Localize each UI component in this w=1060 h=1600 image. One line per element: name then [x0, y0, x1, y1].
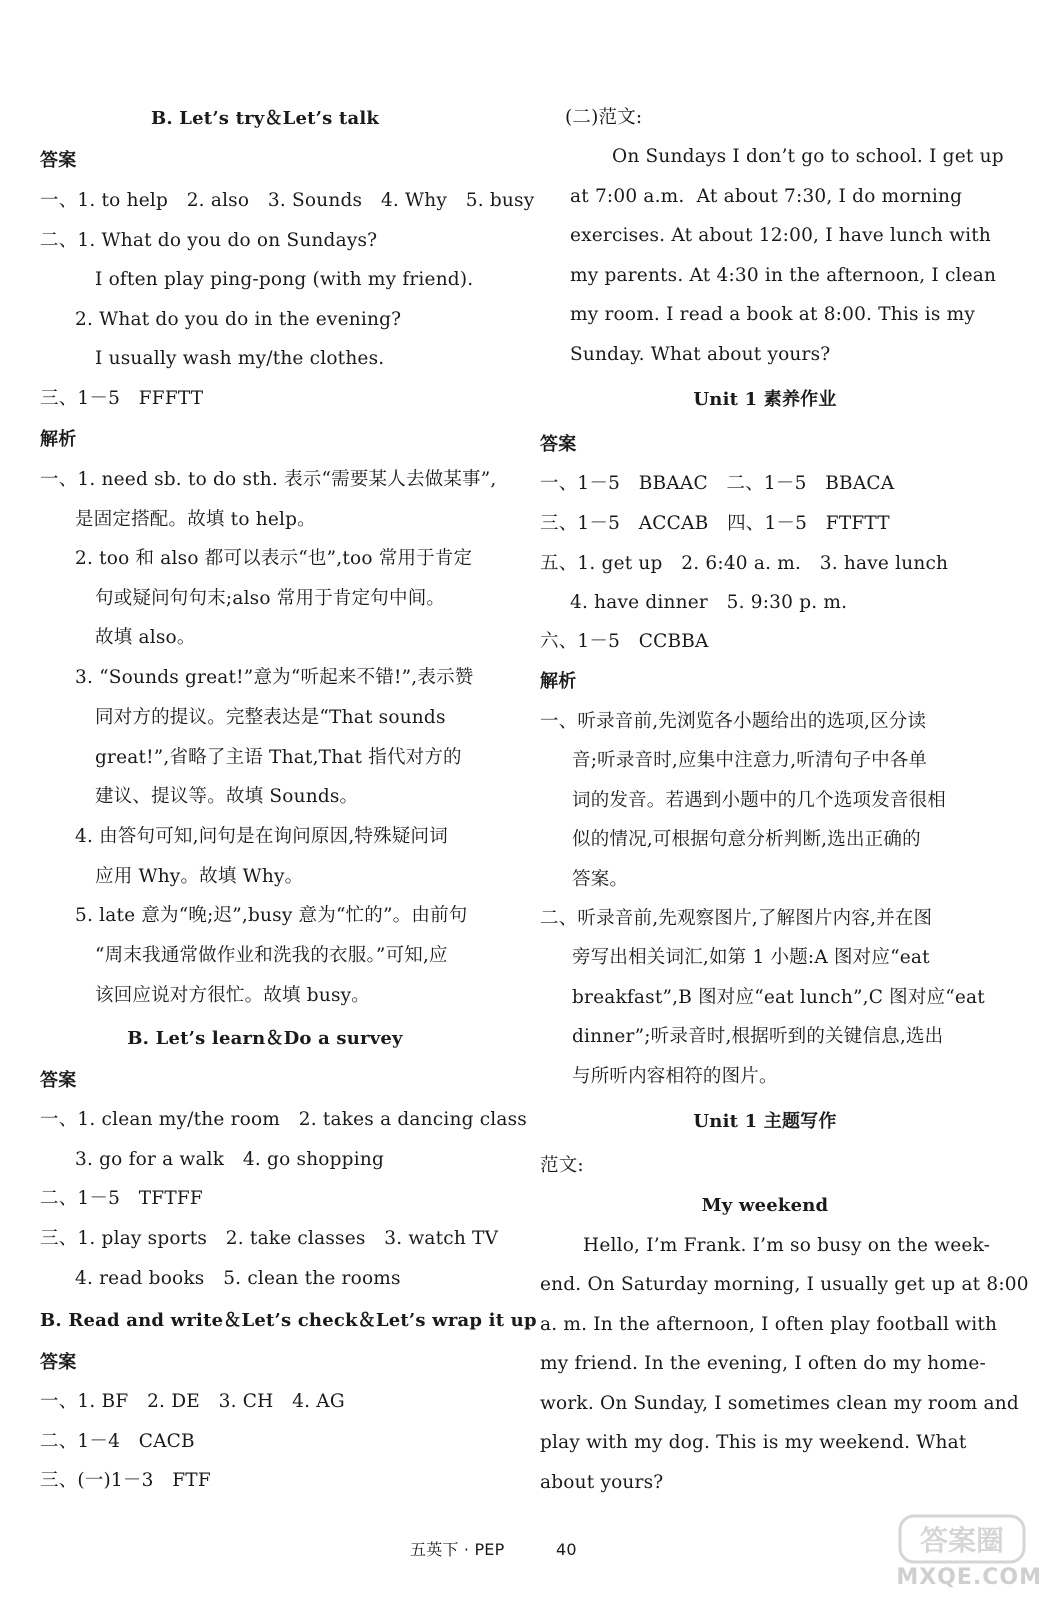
essay-line: my room. I read a book at 8:00. This is my [570, 304, 976, 325]
essay-line: work. On Sunday, I sometimes clean my room and [540, 1393, 1019, 1414]
analysis-line: 应用 Why。故填 Why。 [95, 866, 304, 887]
analysis-line: 一、1. need sb. to do sth. 表示“需要某人去做某事”, [40, 469, 497, 490]
essay-line: On Sundays I don’t go to school. I get up [612, 146, 1004, 167]
answer-line: 4. read books 5. clean the rooms [75, 1268, 401, 1289]
analysis-line: 答案。 [572, 869, 629, 890]
answer-line: I often play ping-pong (with my friend). [95, 269, 474, 290]
section-heading-unit1-homework: Unit 1 素养作业 [693, 389, 837, 410]
analysis-line: 是固定搭配。故填 to help。 [75, 509, 316, 530]
analysis-line: 故填 also。 [95, 627, 196, 648]
answer-line: 3. go for a walk 4. go shopping [75, 1149, 385, 1170]
sample-essay-label: 范文: [540, 1155, 584, 1176]
analysis-line: 音;听录音时,应集中注意力,听清句子中各单 [572, 750, 928, 771]
watermark-logo [882, 1512, 1042, 1572]
page-number: 40 [556, 1540, 577, 1559]
section-heading-read-and-write: B. Read and write＆Let’s check＆Let’s wrap it up [40, 1310, 537, 1331]
analysis-line: 似的情况,可根据句意分析判断,选出正确的 [572, 829, 921, 850]
analysis-line: “周末我通常做作业和洗我的衣服。”可知,应 [95, 945, 448, 966]
analysis-line: 2. too 和 also 都可以表示“也”,too 常用于肯定 [75, 548, 473, 569]
answer-line: 一、1. to help 2. also 3. Sounds 4. Why 5. busy [40, 190, 535, 211]
answer-line: I usually wash my/the clothes. [95, 348, 385, 369]
analysis-line: 同对方的提议。完整表达是“That sounds [95, 707, 446, 728]
section-heading-lets-learn: B. Let’s learn＆Do a survey [127, 1028, 403, 1049]
answer-label: 答案 [40, 1352, 77, 1373]
answer-line: 三、1－5 ACCAB 四、1－5 FTFTT [540, 513, 890, 534]
answer-label: 答案 [40, 150, 77, 171]
essay-line: Sunday. What about yours? [570, 344, 831, 365]
essay-line: a. m. In the afternoon, I often play football with [540, 1314, 998, 1335]
answer-line: 三、(一)1－3 FTF [40, 1470, 211, 1491]
essay-line: exercises. At about 12:00, I have lunch with [570, 225, 992, 246]
answer-line: 一、1－5 BBAAC 二、1－5 BBACA [540, 473, 895, 494]
answer-line: 二、1－5 TFTFF [40, 1188, 203, 1209]
analysis-line: 句或疑问句句末;also 常用于肯定句中间。 [95, 588, 446, 609]
answer-line: 2. What do you do in the evening? [75, 309, 402, 330]
answer-line: 一、1. clean my/the room 2. takes a dancing class [40, 1109, 527, 1130]
answer-line: 二、1－4 CACB [40, 1431, 195, 1452]
answer-line: 4. have dinner 5. 9:30 p. m. [570, 592, 848, 613]
answer-label: 答案 [40, 1070, 77, 1091]
analysis-line: 建议、提议等。故填 Sounds。 [95, 786, 359, 807]
essay-line: my friend. In the evening, I often do my home- [540, 1353, 987, 1374]
footer-book-label: 五英下 · PEP [410, 1540, 505, 1559]
section-heading-unit1-writing: Unit 1 主题写作 [693, 1111, 837, 1132]
analysis-line: 二、听录音前,先观察图片,了解图片内容,并在图 [540, 908, 933, 929]
watermark-text: MXQE.COM [896, 1565, 1042, 1590]
essay-line: my parents. At 4:30 in the afternoon, I clean [570, 265, 997, 286]
essay-line: about yours? [540, 1472, 664, 1493]
answer-line: 三、1. play sports 2. take classes 3. watch TV [40, 1228, 499, 1249]
section-heading-lets-try: B. Let’s try＆Let’s talk [150, 108, 380, 129]
watermark [882, 1512, 1042, 1592]
analysis-line: 3. “Sounds great!”意为“听起来不错!”,表示赞 [75, 667, 474, 688]
essay-line: Hello, I’m Frank. I’m so busy on the week- [583, 1235, 991, 1256]
answer-line: 六、1－5 CCBBA [540, 631, 709, 652]
analysis-line: 旁写出相关词汇,如第 1 小题:A 图对应“eat [572, 947, 930, 968]
analysis-line: dinner”;听录音时,根据听到的关键信息,选出 [572, 1026, 944, 1047]
analysis-line: 5. late 意为“晚;迟”,busy 意为“忙的”。由前句 [75, 905, 468, 926]
essay-line: play with my dog. This is my weekend. What [540, 1432, 967, 1453]
analysis-line: 词的发音。若遇到小题中的几个选项发音很相 [572, 790, 947, 811]
analysis-line: great!”,省略了主语 That,That 指代对方的 [95, 747, 462, 768]
watermark-logo-text: 答案圈 [919, 1524, 1005, 1557]
answer-line: 二、1. What do you do on Sundays? [40, 230, 378, 251]
essay-line: at 7:00 a.m. At about 7:30, I do morning [570, 186, 963, 207]
sample-essay-label: (二)范文: [565, 107, 643, 128]
analysis-line: breakfast”,B 图对应“eat lunch”,C 图对应“eat [572, 987, 985, 1008]
analysis-label: 解析 [540, 671, 577, 692]
answer-label: 答案 [540, 434, 577, 455]
essay-line: end. On Saturday morning, I usually get up at 8:00 [540, 1274, 1029, 1295]
answer-line: 三、1－5 FFFTT [40, 388, 204, 409]
analysis-label: 解析 [40, 429, 77, 450]
answer-line: 一、1. BF 2. DE 3. CH 4. AG [40, 1391, 345, 1412]
analysis-line: 该回应说对方很忙。故填 busy。 [95, 985, 370, 1006]
analysis-line: 与所听内容相符的图片。 [572, 1066, 778, 1087]
analysis-line: 4. 由答句可知,问句是在询问原因,特殊疑问词 [75, 826, 448, 847]
answer-line: 五、1. get up 2. 6:40 a. m. 3. have lunch [540, 553, 949, 574]
essay-title: My weekend [701, 1195, 829, 1216]
analysis-line: 一、听录音前,先浏览各小题给出的选项,区分读 [540, 711, 927, 732]
